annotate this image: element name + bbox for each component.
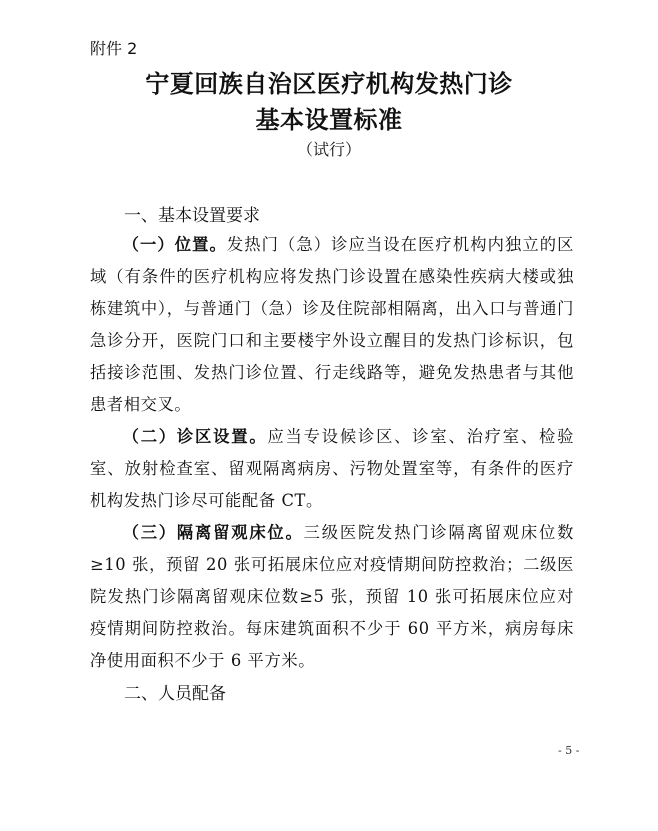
page-number: - 5 -	[558, 744, 580, 757]
section-heading-staffing: 二、人员配备	[124, 684, 226, 704]
section-heading-basic-requirements: 一、基本设置要求	[124, 206, 260, 226]
paragraph-location	[90, 229, 574, 421]
paragraph-lead: （一）位置。	[122, 235, 227, 254]
paragraph-text: 三级医院发热门诊隔离留观床位数≥10 张，预留 20 张可拓展床位应对疫情期间防控救治；二级医院发热门诊隔离留观床位数≥5 张，预留 10 张可拓展床位应对疫情期间防控救治。每床建筑面积不少于 60 平方米，病房每床净使用面积不少于 6 平方米。	[90, 523, 574, 670]
paragraph-zone-setup	[90, 421, 574, 517]
paragraph-text: 发热门（急）诊应当设在医疗机构内独立的区域（有条件的医疗机构应将发热门诊设置在感染性疾病大楼或独栋建筑中），与普通门（急）诊及住院部相隔离，出入口与普通门急诊分开，医院门口和主要楼宇外设立醒目的发热门诊标识，包括接诊范围、发热门诊位置、行走线路等，避免发热患者与其他患者相交叉。	[90, 235, 574, 414]
document-title-line-2: 基本设置标准	[255, 106, 403, 134]
paragraph-text: 应当专设候诊区、诊室、治疗室、检验室、放射检查室、留观隔离病房、污物处置室等，有条件的医疗机构发热门诊尽可能配备 CT。	[90, 427, 574, 510]
paragraph-lead: （三）隔离留观床位。	[122, 523, 304, 542]
attachment-label: 附件 2	[90, 39, 138, 58]
paragraph-isolation-beds	[90, 517, 574, 677]
paragraph-lead: （二）诊区设置。	[122, 427, 268, 446]
document-subtitle: （试行）	[296, 140, 361, 159]
document-title-line-1: 宁夏回族自治区医疗机构发热门诊	[145, 70, 513, 98]
